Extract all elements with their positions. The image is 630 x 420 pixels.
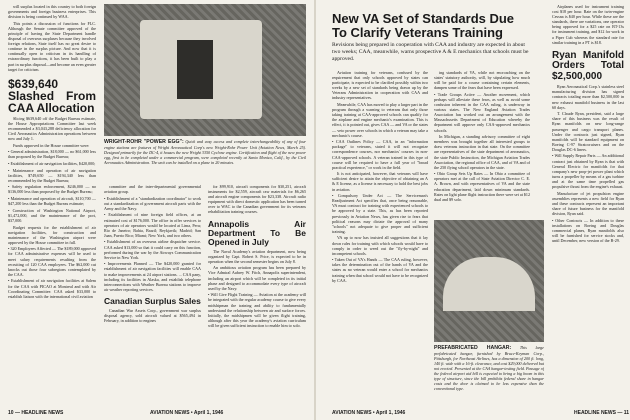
headline-ryan-manifold: Ryan Manifold Orders Total $2,500,000 [552,49,624,82]
paragraph: • General administration, $18,000 — no $61,000 less than proposed by the Budget Bureau; [8,149,96,160]
headline-canadian-surplus: Canadian Surplus Sales [104,295,201,306]
paragraph: In Michigan, a standing advisory committee of eight members was brought together all interested groups to draw veterans instruction in that state. On the committee are representatives of the state department of aeronautics, the state Public Instruction, the Michigan Aviation Trades Association, the regional office of CAA, and of VA and of the 250 flying school operators in the state. [434,134,530,170]
paragraph: • Establishment of an overseas airline dispatcher service. CAA asked $13,000 so that it could carry on this function, performed during the war by the Airways Communication Service in New York. [104,239,201,260]
right-column-2 [434,70,530,216]
paragraph: • Establishment of a "standardization coordinator" to work out a standardization of government aircraft parts with the Army and the Navy. [104,195,201,211]
paragraph: • Establishment of air navigation facilities, $420,000; [8,160,96,166]
paragraph: • Trade Groups Active — Another movement, which perhaps will alleviate these fears, as well as avoid some confusion inherent in the CAA ruling, is underway in various states. The New England Aviation Trades Association has worked out an arrangement with the Massachusetts Department of Education whereby the department will approve only CAA-approved mechanics schools. [434,91,530,133]
paragraph: • Ohio Group Sets Up Rates — In Ohio a committee of operators met at the call of State Aviation Director C. E. A. Brown, and with representatives of VA and the state education department, laid down minimum standards. Rates on light plane flight instruction there were set at $12 dual and $9 solo. [434,171,530,202]
paragraph: T. Claude Ryan, president, said a large share of this business was the result of Ryan manifolds on new long-range passenger and cargo transport planes. Under the contracts just signed, Ryan manifolds will be standard equipment on Boeing C-97 Stratocruisers and on the Douglas DC-6 liners. [552,111,624,152]
caption-title: PREFABRICATED HANGAR: [434,345,512,351]
article-text [332,70,428,283]
folio-right: HEADLINE NEWS — 11 [574,410,630,416]
caption-title: WRIGHT-ROHR "POWER EGG": [104,139,184,145]
paragraph: • CAA Outlines Policy — CAA, in an "information package" to veterans, stated it will not recognize correspondence courses, nor mechanics' courses in non-CAA-approved schools. A veteran trained in this type of course will be required to have a full year of "broad practical experience," or work in the field. [332,139,428,170]
article-text [208,184,306,215]
right-column-3 [552,4,624,402]
paragraph: Slicing $639,640 off the Budget Bureau estimate, the House Appropriations Committee last week recommended a $3,043,288 deficiency allocation for Civil Aeronautics Administration operations between now and July 1. [8,115,96,142]
right-column-1 [332,70,428,402]
article-text [8,116,96,299]
article-text [208,249,306,328]
article-text [104,184,201,292]
photo-caption [434,345,544,403]
headline-annapolis: Annapolis Air Department To Be Opened in July [208,218,306,247]
photo-power-egg [104,4,306,136]
article-text [552,4,624,45]
headline-caa-allocation: $639,640 Slashed From CAA Allocation [8,76,96,115]
photo-caption [104,139,306,179]
paragraph: Ryan Aeronautical Corp.'s stainless steel manufacturing division has signed contracts totaling more than $2,500,000 in new exhaust manifold business in the last 60 days. [552,84,624,110]
paragraph: • 320 Employees Affected — The $189,000 approved for CAA administrative expenses will be used to meet salary requirements resulting from the recruiting of 120 CAA employees. The $62,000 cut knocks out those four subregions contemplated by the CAA. [8,246,96,277]
headline-va-standards: New VA Set of Standards Due To Clarify Veterans Training [332,11,515,40]
paragraph: committee and the inter-departmental governmental aviation group. [104,184,201,195]
article-text [8,4,96,72]
caption-text: Quick and easy access and complete interchangeability of any of four engine stations are features of Wright Aeronautical Corp's new Wright-Rohr Power Unit (Aviation News, March 25). Designed primarily for the DC-4, it houses the new Wright 3350 Cyclone engine. Certification and flight of the new power egg, first to be completed under a commercial program, were completed recently at Santa Monica, Calif., by the Civil Aeronautics Administration. The unit can be installed on a plane in 20 minutes. [104,139,306,165]
right-page [316,0,630,420]
paragraph: • Safety regulation enforcement, $246,000 — no $136,000 less than proposed by the Budget Bureau; [8,184,96,195]
paragraph: The Naval Academy's aviation department, now being organized by Capt. Robert S. Price, is expected to be in operation when the second semester begins on July 8. [208,248,306,264]
paragraph: • Taken Out of VA's Hands — The CAA ruling, however, takes the determination out of the hands of VA and the states as no veteran would enter a school for mechanics training when that school would not have to be recognized by CAA. [332,257,428,283]
left-column-1 [8,4,96,404]
paragraph: • Compulsory Under Act — The Serviceman's Readjustment Act specifies that, once being reasonable, VA must contract for training with experienced schools to be approved by a state. This, as has been reported previously in Aviation News, has given rise to fears that political reasons may dictate the approval of many "schools" not adequate to give proper and sufficient training. [332,193,428,234]
left-column-3 [208,184,306,402]
paragraph: • Maintenance and operation of aircraft, $110,700 — $47,200 less than the Budget Bureau estimate; [8,196,96,207]
paragraph: • Improvements Planned — The $420,000 granted for establishment of air navigation facilities will enable CAA to make improvements at 24 airport stations. ... CAA pany, including its facilities in Alaska, and establish telephone interconnections with Weather Bureau stations to improve air weather reporting services. [104,261,201,292]
caption-text: This large prefabricated hangar, furnished by Bruce-Keyman Corp., Pittsburgh, for Northeast Airlines, has a dimension of 200 ft. long, 140 ft. wide with a 16-ft. clearance, and cost $29,000 delivered but not erected. Presented at the CAA hangar-testing field. Passage of the federal airport aid bill is expected to bring a big boom in this type of structure, since the bill prohibits federal share in hangar costs and the door is claimed to be less expensive than the conventional type. [434,345,544,391]
folio-date: AVIATION NEWS • April 1, 1946 [150,410,224,416]
left-page [0,0,314,420]
folio-left: 10 — HEADLINE NEWS [8,410,64,416]
paragraph: Funds approved in the House committee were: [13,142,90,148]
paragraph: It is not anticipated, however, that veterans will have sufficient desire to attain the objective of obtaining an A & E license, as a license is necessary to hold the best jobs in aviation. [332,171,428,192]
paragraph: ing standards of VA, while not encroaching on the states' statutory authority, will, by stipulating how much will be paid for a course containing certain elements, dampen some of the fears that have been expressed. [434,70,530,91]
left-column-2 [104,184,201,402]
article-text [104,308,201,323]
paragraph: Meanwhile, CAA has moved to play a larger part in the program through a warning to veterans that only those taking training at CAA-approved schools can qualify for the airplane and engine mechanic's examination. This is effect, it is pointed out, gives CAA — and VA or the states — veto power over schools in which a veteran may take a mechanic's course. [332,102,428,138]
paragraph: VA up to now has insisted all suggestions that it lay down rules for training with which schools would have to comply in order to weed out the "fly-by-night" and incompetent schools. [332,235,428,256]
headline-deck: Revisions being prepared in cooperation with CAA and industry are expected in about two weeks; CAA, meanwhile, warns prospective A & E mechanics that schools must be approved. [332,42,529,62]
paragraph: Budget requests for the establishment of air navigation facilities, for construction and maintenance of the Washington airport were approved by the House committee in full. [8,224,96,245]
paragraph: • Construction of Washington National Airport, $1,472,000, and the maintenance of the port, $37,000. [8,207,96,223]
photo-hangar [434,220,544,342]
paragraph: for $99,910, aircraft components for $30,251, aircraft instruments for $2,559, aircraft raw materials for $6,265 and aircraft engine components for $23,338. Aircraft radio equipment with direct domestic application has been turned over to WAC to the Canadian government for its veterans rehabilitation training courses. [208,184,306,215]
paragraph: will surplus located in this country to both foreign governments and foreign business enterprises. This division is being continued by WAA. [8,4,96,20]
paragraph: Manufacture of jet propulsion engine assemblies represents a new field for Ryan and these contracts represent an important share of future business for the manifold division, Ryan said. [552,190,624,216]
paragraph: An ambitious aviation program has been prepared by Vice Admiral Aubrey W. Fitch, Annapolis superintendent, including an airport which will be completed in its initial phase and designed to accommodate every type of aircraft used by the Navy. [208,265,306,291]
paragraph: Airplanes used for instrument training cost $18 per hour. Rate on the twin-engine Cessna is $40 per hour. While these are the standards, there are variations, one operator being approved for a $25 rate on BT-13s for instrument training, and $12 for work in a Piper Cub whereas the standard rate for similar training in a PT is $18. [552,4,624,45]
article-text [552,84,624,243]
paragraph: This points a discussion of functions for FLC. Although the Senate committee approved of the principle of having the State Department handle disposal of overseas surpluses because they involved foreign relations, State itself has no great desire to continue in the surplus picture. And now that it is continually open to criticism in its handling of extraordinary functions, it has been built to play a part in surplus disposal—and become an even greater target for criticism. [8,20,96,72]
paragraph: • Will Give Flight Training — Aviation at the academy will be integrated with the regular academy course to give every midshipman the training and ability to fundamentally understand the relationship between air and surface forces. Initially, the midshipmen will be given flight training, although after this year the academy's aviation curriculum will be given sufficient instruction to enable him to solo. [208,292,306,328]
paragraph: • Will Supply Repair Parts — An additional contract just obtained by Ryan is that with General Electric for manifolds for that company's new prop-jet power plant which turns a propeller by means of a gas turbine and at the same time propelled gas propulsive thrust from the engine's exhaust. [552,153,624,190]
paragraph: Aviation training for veterans, confused by the requirement that only schools approved by states can participate, is expected to be clarified possibly within two weeks by a new set of standards being drawn up by the Veterans Administration in cooperation with CAA and industry representatives. [332,70,428,101]
folio-date: AVIATION NEWS • April 1, 1946 [332,410,406,416]
paragraph: • Other Contracts — In addition to these installations on Boeing and Douglas commercial planes, Ryan manifolds also will be furnished for service stocks and, until December, new version of the B-29. [552,217,624,243]
paragraph: Canadian War Assets Corp., government war surplus disposal agency, sold aircraft valued at $565,494 in February, in addition to engines [104,307,201,324]
article-text [434,70,530,202]
paragraph: • Establishment of air navigation facilities at Salem for the CAA with PICAO at Montreal and with Air Coordinating Committee. CAA asked $33,000 to establish liaison with the international civil aviation [8,278,96,299]
paragraph: • Maintenance and operation of air navigation facilities, $749,650 — $194,340 less than recommended by the Budget Bureau; [8,167,96,183]
paragraph: • Establishment of nine foreign field offices, at an estimated cost of $176,000. The office in offer services to operators of air operators would be located at Lima, Peru; Rio de Janeiro; Bahia, Brazil; Reykjavik; Madrid; San Juan, Puerto Rico; Miami; New York, and two others. [104,212,201,238]
